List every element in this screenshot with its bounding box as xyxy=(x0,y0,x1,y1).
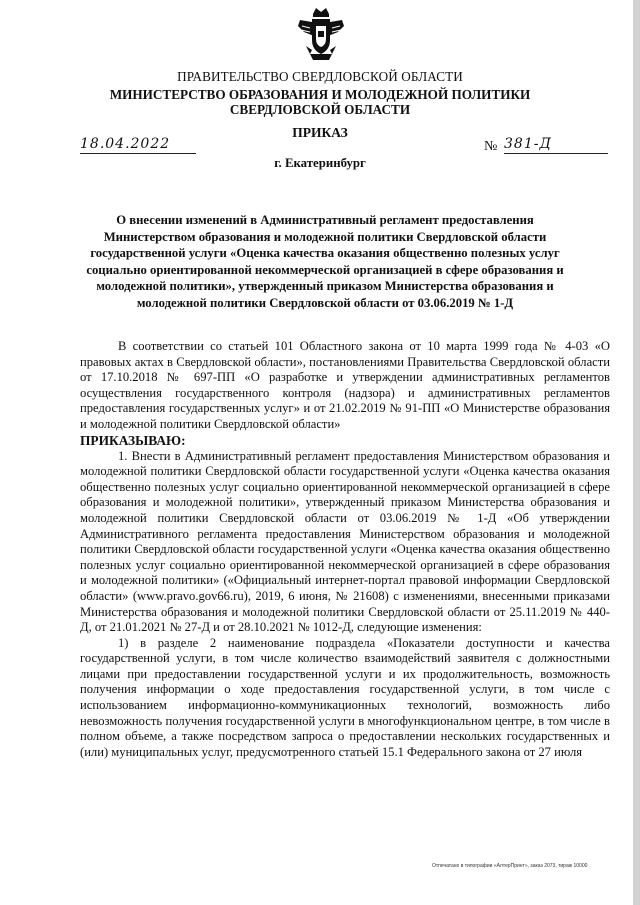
handwritten-date: 18.04.2022 xyxy=(80,136,196,154)
ministry-name-line2: СВЕРДЛОВСКОЙ ОБЛАСТИ xyxy=(229,102,411,117)
number-label: № xyxy=(484,139,498,154)
ministry-name xyxy=(0,87,640,117)
scan-edge-shadow xyxy=(633,0,640,905)
preamble-paragraph: В соответствии со статьей 101 Областного закона от 10 марта 1999 года № 4-03 «О правовых актах в Свердловской области», постановлениями Правительства Свердловской области от 17.10.2018 № 697-ПП «О разработке и утверждении административных регламентов осуществления государственного контроля (надзора) и административных регламентов предоставления государственных услуг» и от 21.02.2019 № 91-ПП «О Министерстве образования и молодежной политики Свердловской области» xyxy=(80,339,610,431)
coat-of-arms-emblem xyxy=(296,6,346,62)
print-note: Отпечатано в типографии «АлтерПринт», заказ 2073, тираж 10000 xyxy=(432,863,588,869)
document-type: ПРИКАЗ xyxy=(292,125,348,140)
document-body xyxy=(80,339,610,760)
city-name: г. Екатеринбург xyxy=(274,156,366,170)
government-name: ПРАВИТЕЛЬСТВО СВЕРДЛОВСКОЙ ОБЛАСТИ xyxy=(177,69,463,84)
document-title: О внесении изменений в Административный регламент предоставления Министерством образования и молодежной политики Свердловской области государственной услуги «Оценка качества оказания общественно полезных услуг социально ориентированной некоммерческой организацией в сфере образования и молодежной политики», утвержденный приказом Министерства образования и молодежной политики Свердловской области от 03.06.2019 № 1-Д xyxy=(86,213,564,310)
order-word: ПРИКАЗЫВАЮ: xyxy=(80,432,186,448)
ministry-name-line1: МИНИСТЕРСТВО ОБРАЗОВАНИЯ И МОЛОДЕЖНОЙ ПОЛИТИКИ xyxy=(109,87,531,102)
item-1-paragraph: 1. Внести в Административный регламент предоставления Министерством образования и молодежной политики Свердловской области государственной услуги «Оценка качества оказания общественно полезных услуг социально ориентированной некоммерческой организацией в сфере образования и молодежной политики», утвержденный приказом Министерства образования и молодежной политики Свердловской области от 03.06.2019 № 1-Д «Об утверждении Административного регламента предоставления Министерством образования и молодежной политики Свердловской области государственной услуги «Оценка качества оказания общественно полезных услуг социально ориентированной некоммерческой организацией в сфере образования и молодежной политики» («Официальный интернет-портал правовой информации Свердловской области» (www.pravo.gov66.ru), 2019, 6 июня, № 21608) с изменениями, внесенными приказами Министерства образования и молодежной политики Свердловской области от 25.11.2019 № 440-Д, от 21.01.2021 № 27-Д и от 28.10.2021 № 1012-Д, следующие изменения: xyxy=(80,448,610,635)
handwritten-number: 381-Д xyxy=(504,136,608,154)
subitem-1-paragraph: 1) в разделе 2 наименование подраздела «Показатели доступности и качества государственной услуги, в том числе количество взаимодействий заявителя с должностными лицами при предоставлении государственной услуги и их продолжительность, возможность получения информации о ходе предоставления государственной услуги, в том числе с использованием информационно-коммуникационных технологий, возможность либо невозможность получения государственной услуги в многофункциональном центре, в том числе в полном объеме, а также посредством запроса о предоставлении нескольких государственных и (или) муниципальных услуг, предусмотренного статьей 15.1 Федерального закона от 27 июля xyxy=(80,635,610,759)
